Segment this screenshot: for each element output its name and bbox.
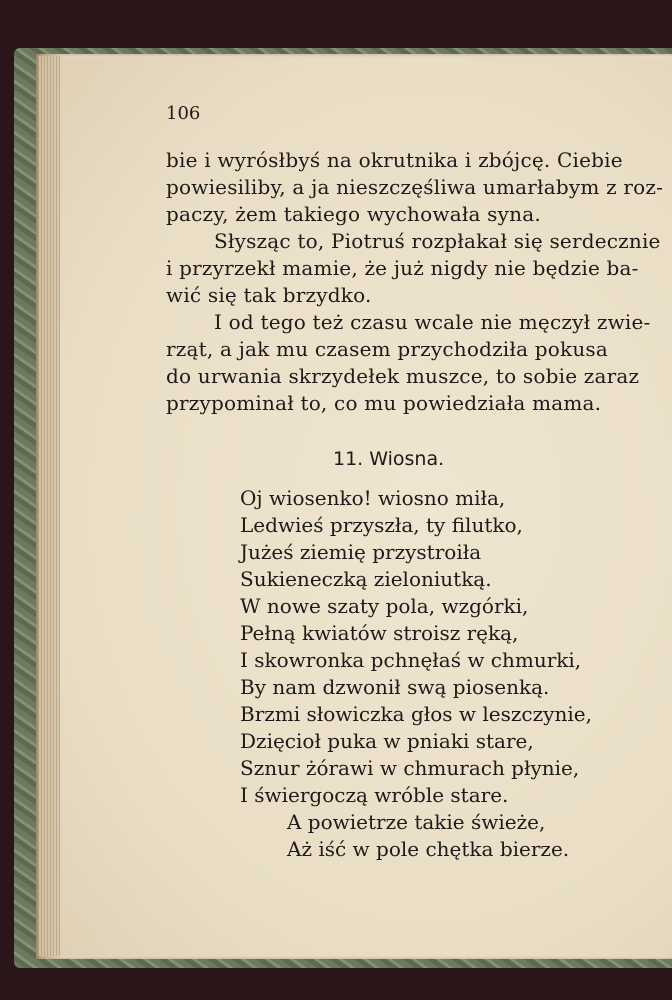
poem-line: Ledwieś przyszła, ty filutko, xyxy=(240,513,523,537)
prose-line: wić się tak brzydko. xyxy=(166,283,372,307)
poem-line: I świergoczą wróble stare. xyxy=(240,783,509,807)
poem-line: A powietrze takie świeże, xyxy=(287,810,546,834)
poem-line: Jużeś ziemię przystroiła xyxy=(240,540,482,564)
prose-line: Słysząc to, Piotruś rozpłakał się serdecznie xyxy=(214,229,661,253)
prose-line: I od tego też czasu wcale nie męczył zwie- xyxy=(214,310,651,334)
prose-line: powiesiliby, a ja nieszczęśliwa umarłabym z roz- xyxy=(166,175,664,199)
page-edges xyxy=(38,56,60,956)
poem-line: W nowe szaty pola, wzgórki, xyxy=(240,594,529,618)
poem-heading: 11. Wiosna. xyxy=(333,448,445,470)
poem-line: Sznur żórawi w chmurach płynie, xyxy=(240,756,580,780)
prose-line: do urwania skrzydełek muszce, to sobie zaraz xyxy=(166,364,640,388)
poem-line: I skowronka pchnęłaś w chmurki, xyxy=(240,648,582,672)
prose-line: rząt, a jak mu czasem przychodziła pokusa xyxy=(166,337,608,361)
poem-line: Oj wiosenko! wiosno miła, xyxy=(240,486,506,510)
poem-line: Brzmi słowiczka głos w leszczynie, xyxy=(240,702,592,726)
poem-line: Dzięcioł puka w pniaki stare, xyxy=(240,729,534,753)
poem-line: Pełną kwiatów stroisz ręką, xyxy=(240,621,519,645)
poem-line: Sukieneczką zieloniutką. xyxy=(240,567,492,591)
prose-line: paczy, żem takiego wychowała syna. xyxy=(166,202,541,226)
page-number: 106 xyxy=(166,103,201,124)
poem-line: By nam dzwonił swą piosenką. xyxy=(240,675,550,699)
prose-line: przypominał to, co mu powiedziała mama. xyxy=(166,391,602,415)
poem-line: Aż iść w pole chętka bierze. xyxy=(287,837,570,861)
prose-line: bie i wyrósłbyś na okrutnika i zbójcę. Ciebie xyxy=(166,148,623,172)
prose-line: i przyrzekł mamie, że już nigdy nie będzie ba- xyxy=(166,256,639,280)
